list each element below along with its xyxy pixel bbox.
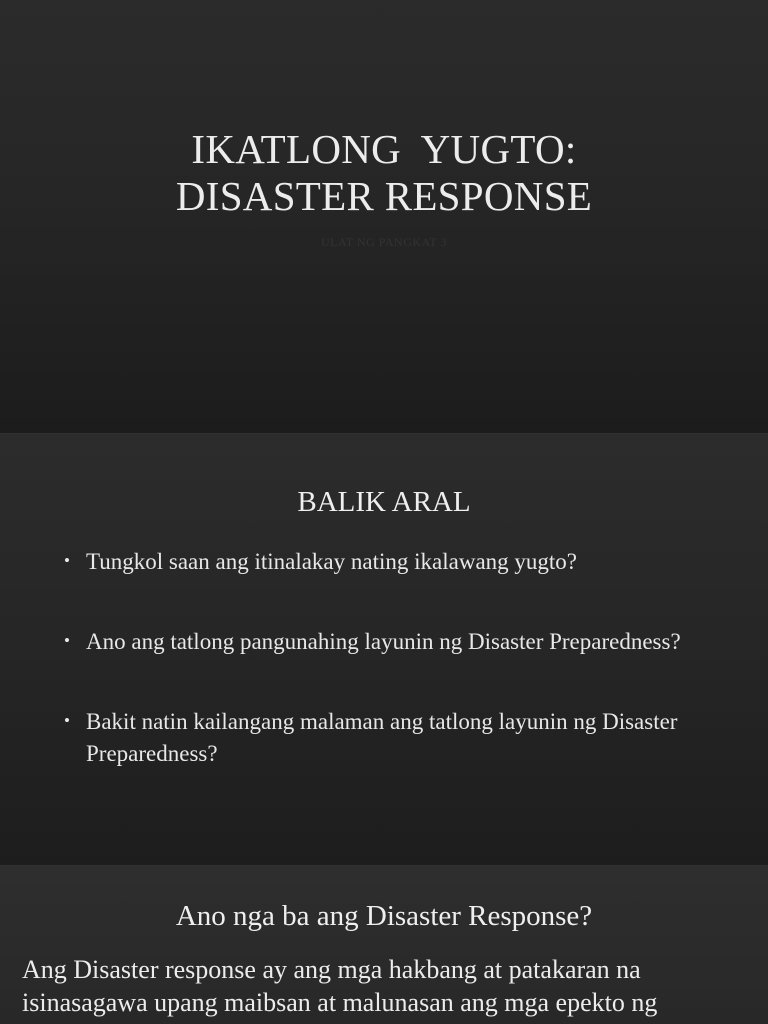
bullet-text: Tungkol saan ang itinalakay nating ikalawang yugto? (86, 549, 577, 574)
bullet-list (62, 546, 742, 770)
bullet-item (62, 546, 742, 578)
slide-body-text: Ang Disaster response ay ang mga hakbang at patakaran na isinasagawa upang maibsan at malunasan ang mga epekto ng (22, 955, 658, 1017)
title-slide (0, 0, 768, 433)
slide-subtitle: ULAT NG PANGKAT 3 (321, 235, 447, 249)
slide-title-line-2: DISASTER RESPONSE (175, 173, 593, 219)
bullet-text: Ano ang tatlong pangunahing layunin ng Disaster Preparedness? (86, 629, 681, 654)
slide-title-line-1: IKATLONG YUGTO: (191, 126, 577, 172)
bullet-item (62, 706, 742, 770)
bullet-item (62, 626, 742, 658)
slide-heading: BALIK ARAL (297, 486, 471, 518)
review-slide (0, 434, 768, 865)
bullet-icon: • (64, 551, 70, 570)
slide-heading: Ano nga ba ang Disaster Response? (175, 900, 593, 932)
slide-title (0, 126, 768, 220)
definition-slide (0, 866, 768, 1024)
bullet-text: Bakit natin kailangang malaman ang tatlong layunin ng Disaster Preparedness? (86, 709, 678, 766)
bullet-icon: • (64, 631, 70, 650)
bullet-icon: • (64, 711, 70, 730)
